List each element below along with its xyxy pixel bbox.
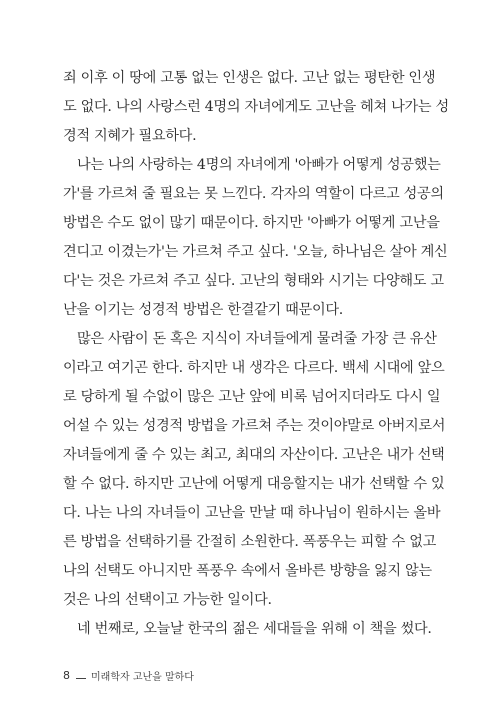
text-line: 할 수 없다. 하지만 고난에 어떻게 대응할지는 내가 선택할 수 있 (63, 476, 445, 492)
text-line: 네 번째로, 오늘날 한국의 젊은 세대들을 위해 이 책을 썼다. (77, 621, 432, 637)
text-line: 나의 선택도 아니지만 폭풍우 속에서 올바른 방향을 잃지 않는 (63, 563, 432, 579)
text-line: 어설 수 있는 성경적 방법을 가르쳐 주는 것이야말로 아버지로서 (63, 418, 446, 434)
book-title: 미래학자 고난을 말하다 (91, 672, 194, 683)
text-line: 나는 나의 사랑하는 4명의 자녀에게 '아빠가 어떻게 성공했는 (77, 157, 441, 173)
text-line: 경적 지혜가 필요하다. (63, 128, 197, 144)
text-line: 것은 나의 선택이고 가능한 일이다. (63, 592, 272, 608)
text-line: 다'는 것은 가르쳐 주고 싶다. 고난의 형태와 시기는 다양해도 고 (63, 273, 444, 289)
text-line: 많은 사람이 돈 혹은 지식이 자녀들에게 물려줄 가장 큰 유산 (77, 331, 437, 347)
page-number: 8 (63, 669, 70, 682)
body-text (63, 64, 449, 644)
footer-rule (76, 678, 86, 679)
text-line: 른 방법을 선택하기를 간절히 소원한다. 폭풍우는 피할 수 없고 (63, 534, 437, 550)
text-line: 이라고 여기곤 한다. 하지만 내 생각은 다르다. 백세 시대에 앞으 (63, 360, 445, 376)
text-line: 방법은 수도 없이 많기 때문이다. 하지만 '아빠가 어떻게 고난을 (63, 215, 440, 231)
text-line: 가'를 가르쳐 줄 필요는 못 느낀다. 각자의 역할이 다르고 성공의 (63, 186, 444, 202)
text-line: 난을 이기는 성경적 방법은 한결같기 때문이다. (63, 302, 343, 318)
page-footer (63, 668, 194, 683)
text-line: 죄 이후 이 땅에 고통 없는 인생은 없다. 고난 없는 평탄한 인생 (63, 70, 436, 86)
text-line: 견디고 이겼는가'는 가르쳐 주고 싶다. '오늘, 하나님은 살아 계신 (63, 244, 448, 260)
text-line: 로 당하게 될 수없이 많은 고난 앞에 비록 넘어지더라도 다시 일 (63, 389, 441, 405)
text-line: 다. 나는 나의 자녀들이 고난을 만날 때 하나님이 원하시는 올바 (63, 505, 441, 521)
text-line: 도 없다. 나의 사랑스런 4명의 자녀에게도 고난을 헤쳐 나가는 성 (63, 99, 449, 115)
text-line: 자녀들에게 줄 수 있는 최고, 최대의 자산이다. 고난은 내가 선택 (63, 447, 445, 463)
